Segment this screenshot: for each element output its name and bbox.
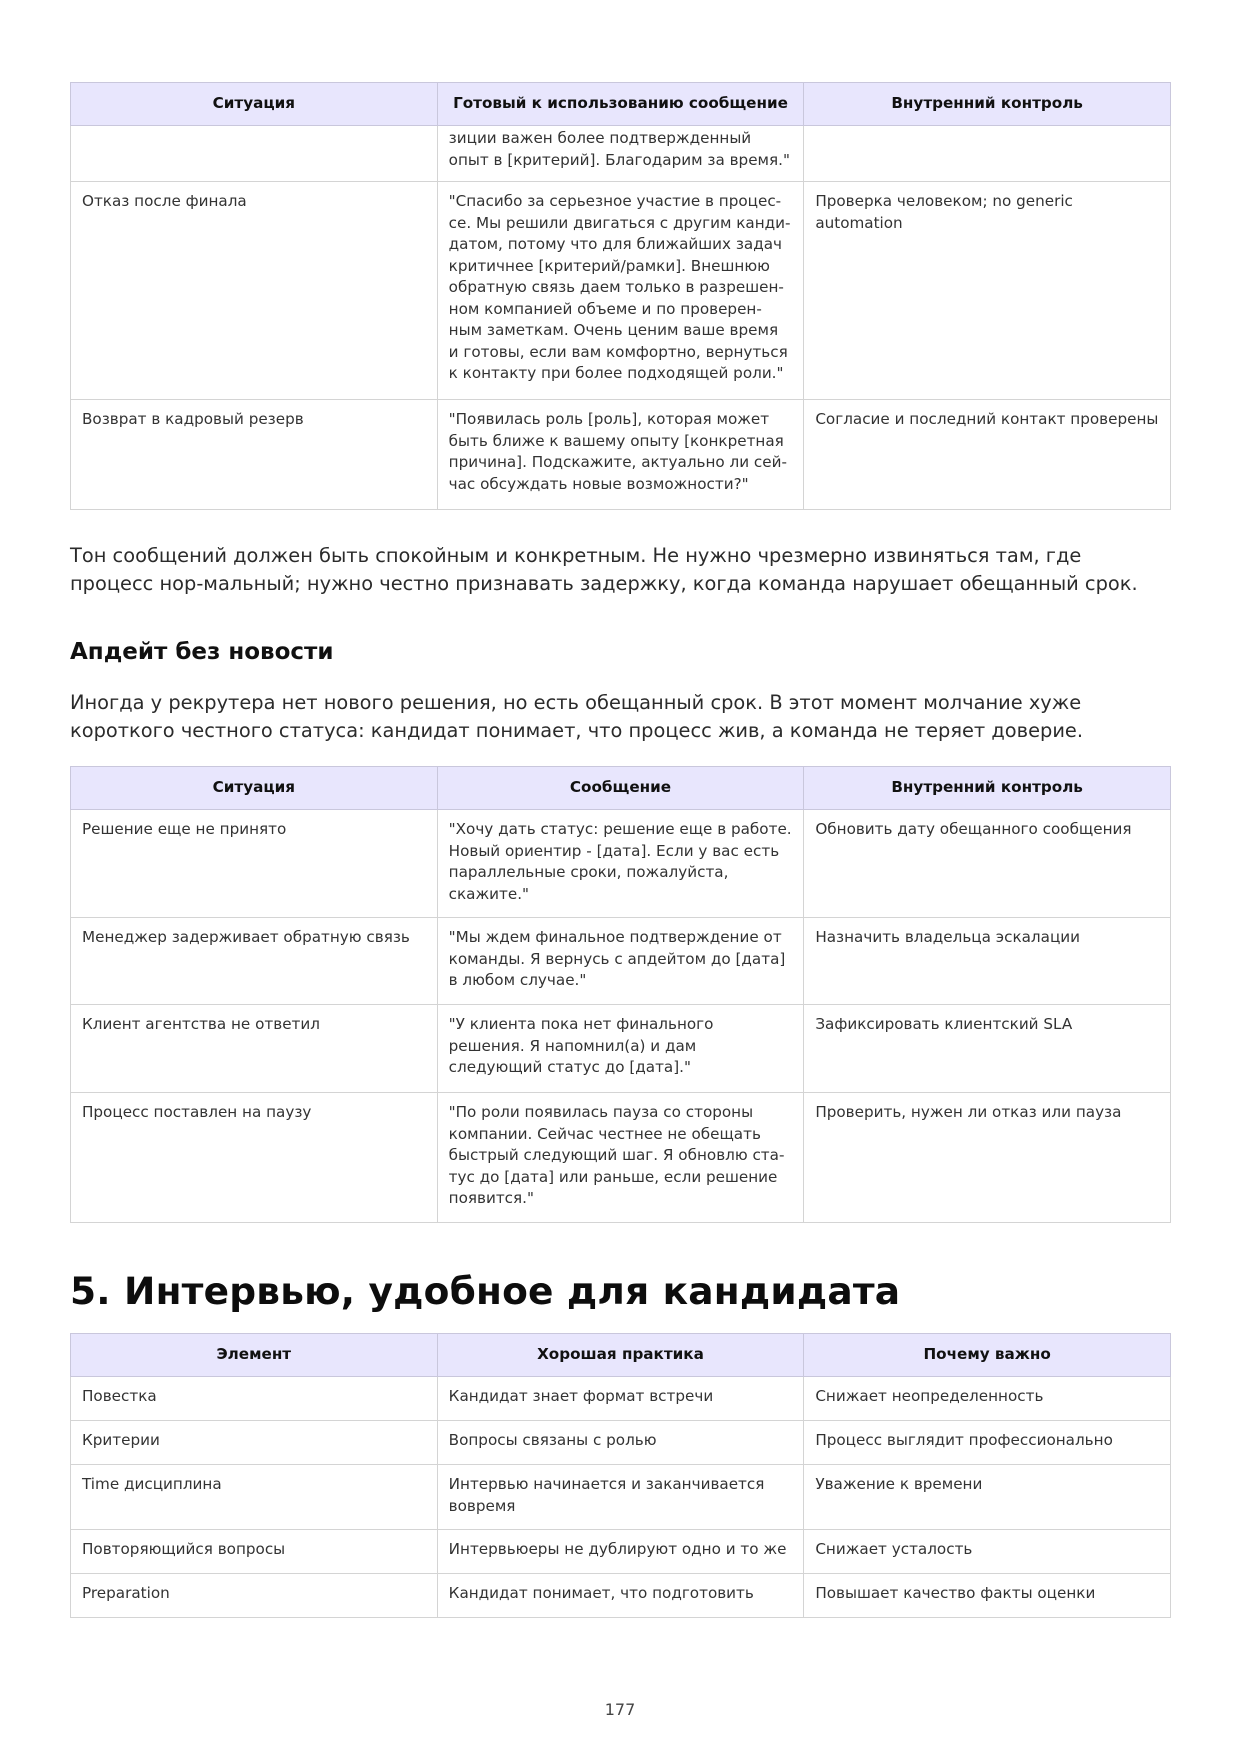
cell-practice: Интервьюеры не дублируют одно и то же [437, 1530, 804, 1574]
cell-situation [71, 126, 438, 182]
cell-control: Обновить дату обещанного сообщения [804, 810, 1171, 918]
cell-message: "Хочу дать статус: решение еще в работе. Новый ориентир - [дата]. Если у вас есть параллельные сроки, пожалуйста, скажите." [437, 810, 804, 918]
column-header-element: Элемент [71, 1334, 438, 1377]
interview-practices-table [70, 1333, 1171, 1618]
cell-message: "Появилась роль [роль], которая может быть ближе к вашему опыту [конкретная причина]. Подскажите, актуально ли сей-час обсуждать новые возможности?" [437, 400, 804, 510]
cell-why: Повышает качество факты оценки [804, 1574, 1171, 1618]
chapter-heading: 5. Интервью, удобное для кандидата [70, 1269, 901, 1313]
column-header-message: Сообщение [437, 767, 804, 810]
messages-table [70, 82, 1171, 510]
table-header-row [71, 1334, 1171, 1377]
cell-message: "Спасибо за серьезное участие в процес-се. Мы решили двигаться с другим канди-датом, потому что для ближайших задач критичнее [критерий/рамки]. Внешнюю обратную связь даем только в разрешен-ном компанией объеме и по проверен-ным заметкам. Очень ценим ваше время и готовы, если вам комфортно, вернуться к контакту при более подходящей роли." [437, 182, 804, 400]
cell-control: Согласие и последний контакт проверены [804, 400, 1171, 510]
table-header-row [71, 767, 1171, 810]
cell-element: Preparation [71, 1574, 438, 1618]
column-header-situation: Ситуация [71, 83, 438, 126]
table-row [71, 1377, 1171, 1421]
section-heading: Апдейт без новости [70, 639, 334, 665]
cell-practice: Кандидат знает формат встречи [437, 1377, 804, 1421]
cell-situation: Менеджер задерживает обратную связь [71, 918, 438, 1005]
table-row [71, 1093, 1171, 1223]
cell-message: "У клиента пока нет финального решения. Я напомнил(а) и дам следующий статус до [дата]." [437, 1005, 804, 1093]
column-header-control: Внутренний контроль [804, 767, 1171, 810]
table-row [71, 1465, 1171, 1530]
table-row [71, 126, 1171, 182]
cell-control: Назначить владельца эскалации [804, 918, 1171, 1005]
cell-situation: Возврат в кадровый резерв [71, 400, 438, 510]
table-row [71, 1574, 1171, 1618]
cell-message: "Мы ждем финальное подтверждение от команды. Я вернусь с апдейтом до [дата] в любом случае." [437, 918, 804, 1005]
cell-element: Критерии [71, 1421, 438, 1465]
body-paragraph: Иногда у рекрутера нет нового решения, но есть обещанный срок. В этот момент молчание хуже короткого честного статуса: кандидат понимает, что процесс жив, а команда не теряет доверие. [70, 691, 1084, 742]
table-row [71, 1005, 1171, 1093]
table-row [71, 918, 1171, 1005]
table-row [71, 810, 1171, 918]
page-number: 177 [604, 1700, 636, 1719]
cell-message: зиции важен более подтвержденный опыт в [критерий]. Благодарим за время." [437, 126, 804, 182]
cell-situation: Клиент агентства не ответил [71, 1005, 438, 1093]
column-header-message: Готовый к использованию сообщение [437, 83, 804, 126]
cell-practice: Кандидат понимает, что подготовить [437, 1574, 804, 1618]
cell-control: Зафиксировать клиентский SLA [804, 1005, 1171, 1093]
cell-element: Time дисциплина [71, 1465, 438, 1530]
cell-situation: Процесс поставлен на паузу [71, 1093, 438, 1223]
table-header-row [71, 83, 1171, 126]
table-row [71, 1530, 1171, 1574]
cell-situation: Решение еще не принято [71, 810, 438, 918]
cell-practice: Вопросы связаны с ролью [437, 1421, 804, 1465]
status-update-table [70, 766, 1171, 1223]
cell-practice: Интервью начинается и заканчивается вовремя [437, 1465, 804, 1530]
cell-message: "По роли появилась пауза со стороны компании. Сейчас честнее не обещать быстрый следующий шаг. Я обновлю ста-тус до [дата] или раньше, если решение появится." [437, 1093, 804, 1223]
table-row [71, 182, 1171, 400]
cell-element: Повторяющийся вопросы [71, 1530, 438, 1574]
column-header-practice: Хорошая практика [437, 1334, 804, 1377]
cell-control: Проверка человеком; no generic automation [804, 182, 1171, 400]
cell-element: Повестка [71, 1377, 438, 1421]
body-paragraph: Тон сообщений должен быть спокойным и конкретным. Не нужно чрезмерно извиняться там, где процесс нор-мальный; нужно честно признавать задержку, когда команда нарушает обещанный срок. [70, 544, 1138, 595]
cell-why: Снижает усталость [804, 1530, 1171, 1574]
cell-why: Процесс выглядит профессионально [804, 1421, 1171, 1465]
cell-control: Проверить, нужен ли отказ или пауза [804, 1093, 1171, 1223]
column-header-control: Внутренний контроль [804, 83, 1171, 126]
cell-situation: Отказ после финала [71, 182, 438, 400]
cell-why: Уважение к времени [804, 1465, 1171, 1530]
table-row [71, 400, 1171, 510]
table-row [71, 1421, 1171, 1465]
cell-control [804, 126, 1171, 182]
column-header-why: Почему важно [804, 1334, 1171, 1377]
cell-why: Снижает неопределенность [804, 1377, 1171, 1421]
column-header-situation: Ситуация [71, 767, 438, 810]
